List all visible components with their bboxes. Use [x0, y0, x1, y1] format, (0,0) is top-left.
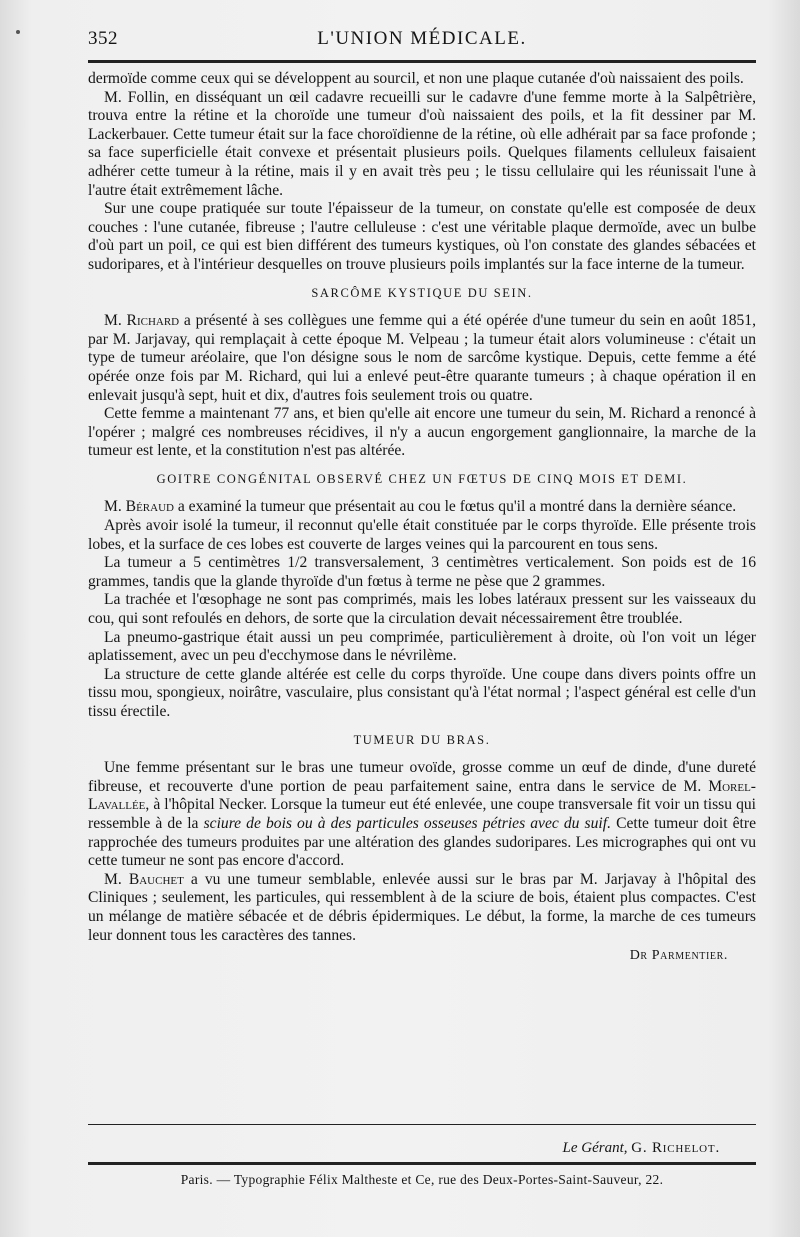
section-title-bras: TUMEUR DU BRAS.	[353, 732, 491, 747]
footer-rule	[88, 1124, 756, 1125]
italic-phrase: sciure de bois ou à des particules osseuses pétries avec du suif.	[203, 814, 611, 832]
gerant-label: Le Gérant,	[562, 1140, 628, 1156]
speaker-name: M. Morel-Lavallée	[88, 777, 756, 814]
gerant-line	[88, 1140, 720, 1157]
paragraph-text: a présenté à ses collègues une femme qui a été opérée d'une tumeur du sein en août 1851, par M. Jarjavay, qui remplaçait à cette époque M. Velpeau ; la tumeur était alors volumineuse : c'était un type de tumeur aréolaire, que l'on désigne sous le nom de sarcôme kystique. Depuis, cette femme a été opérée onze fois par M. Richard, qui lui a enlevé peut-être quarante tumeurs ; à chaque opération il en enlevait jusqu'à sept, huit et dix, d'autres fois seulement trois ou quatre.	[88, 312, 757, 404]
header-rule	[88, 60, 756, 63]
section-title-sarcome: SARCÔME KYSTIQUE DU SEIN.	[311, 285, 533, 300]
margin-mark	[16, 30, 20, 34]
imprint-rule	[88, 1162, 756, 1165]
paragraph-text: Une femme présentant sur le bras une tumeur ovoïde, grosse comme un œuf de dinde, d'une dureté fibreuse, et recouverte d'une portion de peau parfaitement saine, entra dans le service de	[88, 759, 756, 795]
page-header	[88, 24, 756, 56]
paragraph: Cette femme a maintenant 77 ans, et bien qu'elle ait encore une tumeur du sein, M. Richard a renoncé à l'opérer ; malgré ces nombreuses récidives, il n'y a aucun engorgement ganglionnaire, la marche de la tumeur est lente, et la constitution n'est pas altérée.	[88, 405, 756, 460]
paragraph: La structure de cette glande altérée est celle du corps thyroïde. Une coupe dans divers points offre un tissu mou, spongieux, noirâtre, vasculaire, plus consistant qu'à l'état normal ; l'aspect général est celle d'un tissu érectile.	[88, 665, 756, 720]
paragraph: dermoïde comme ceux qui se développent au sourcil, et non une plaque cutanée d'où naissaient des poils.	[88, 70, 744, 87]
paragraph	[88, 312, 756, 405]
gerant-name: G. Richelot.	[631, 1140, 720, 1156]
paragraph	[88, 871, 756, 945]
printer-imprint: Paris. — Typographie Félix Maltheste et Ce, rue des Deux-Portes-Saint-Sauveur, 22.	[180, 1172, 664, 1187]
paragraph-text: , à l'hôpital Necker. Lorsque la tumeur eut été enlevée, une coupe transversale fit voir un tissu qui ressemble à de la	[88, 796, 756, 832]
speaker-name: M. Bauchet	[104, 870, 184, 888]
paragraph	[88, 498, 756, 517]
running-title: L'UNION MÉDICALE.	[317, 28, 527, 49]
paragraph-text: a examiné la tumeur que présentait au cou le fœtus qu'il a montré dans la dernière séance.	[173, 498, 737, 516]
speaker-name: M. Richard	[104, 312, 180, 330]
paragraph: M. Follin, en disséquant un œil cadavre recueilli sur le cadavre d'une femme morte à la Salpêtrière, trouva entre la rétine et la choroïde une tumeur d'où naissaient des poils, et la fit dessiner par M. Lackerbauer. Cette tumeur était sur la face choroïdienne de la rétine, où elle adhérait par sa face profonde ; sa face superficielle était convexe et présentait plusieurs poils. Quelques filaments celluleux faisaient adhérer cette tumeur à la rétine, mais il y en avait très peu ; le tissu cellulaire qui les réunissait l'une à l'autre était extrêmement lâche.	[88, 88, 756, 199]
article-body	[88, 70, 756, 966]
author-signature: Dr Parmentier.	[629, 948, 728, 964]
paragraph-text: a vu une tumeur semblable, enlevée aussi sur le bras par M. Jarjavay à l'hôpital des Cliniques ; seulement, les particules, qui ressemblent à de la sciure de bois, étaient plus compactes. C'est un mélange de matière sébacée et de débris épidermiques. Le début, la forme, la marche de ces tumeurs leur donnent tous les caractères des tannes.	[88, 870, 757, 944]
paragraph: La trachée et l'œsophage ne sont pas comprimés, mais les lobes latéraux pressent sur les vaisseaux du cou, qui sont refoulés en dehors, de sorte que la circulation devait nécessairement être troublée.	[88, 591, 756, 628]
section-title-goitre: GOITRE CONGÉNITAL OBSERVÉ CHEZ UN FŒTUS DE CINQ MOIS ET DEMI.	[156, 471, 688, 486]
paragraph: La pneumo-gastrique était aussi un peu comprimée, particulièrement à droite, où l'on voit un léger aplatissement, avec un peu d'ecchymose dans le névrilème.	[88, 628, 756, 665]
page-number: 352	[88, 28, 118, 49]
paragraph	[88, 759, 756, 871]
paragraph: Sur une coupe pratiquée sur toute l'épaisseur de la tumeur, on constate qu'elle est composée de deux couches : l'une cutanée, fibreuse ; l'autre celluleuse : c'est une véritable plaque dermoïde, avec un bulbe d'où part un poil, ce qui est bien différent des tumeurs kystiques, où l'on constate des glandes sébacées et sudoripares, et à l'intérieur desquelles on trouve plusieurs poils implantés sur la face interne de la tumeur.	[88, 200, 756, 273]
paragraph-text: Cette tumeur doit être rapprochée des tumeurs produites par une altération des glandes sudoripares. Les micrographes qui ont vu cette tumeur ne sont pas encore d'accord.	[88, 814, 757, 870]
speaker-name: M. Béraud	[104, 498, 174, 516]
paragraph: La tumeur a 5 centimètres 1/2 transversalement, 3 centimètres verticalement. Son poids est de 16 grammes, tandis que la glande thyroïde d'un fœtus à terme ne pèse que 2 grammes.	[88, 554, 756, 590]
paragraph: Après avoir isolé la tumeur, il reconnut qu'elle était constituée par le corps thyroïde. Elle présente trois lobes, et la surface de ces lobes est couverte de larges veines qui la parcourent en tous sens.	[88, 517, 756, 553]
